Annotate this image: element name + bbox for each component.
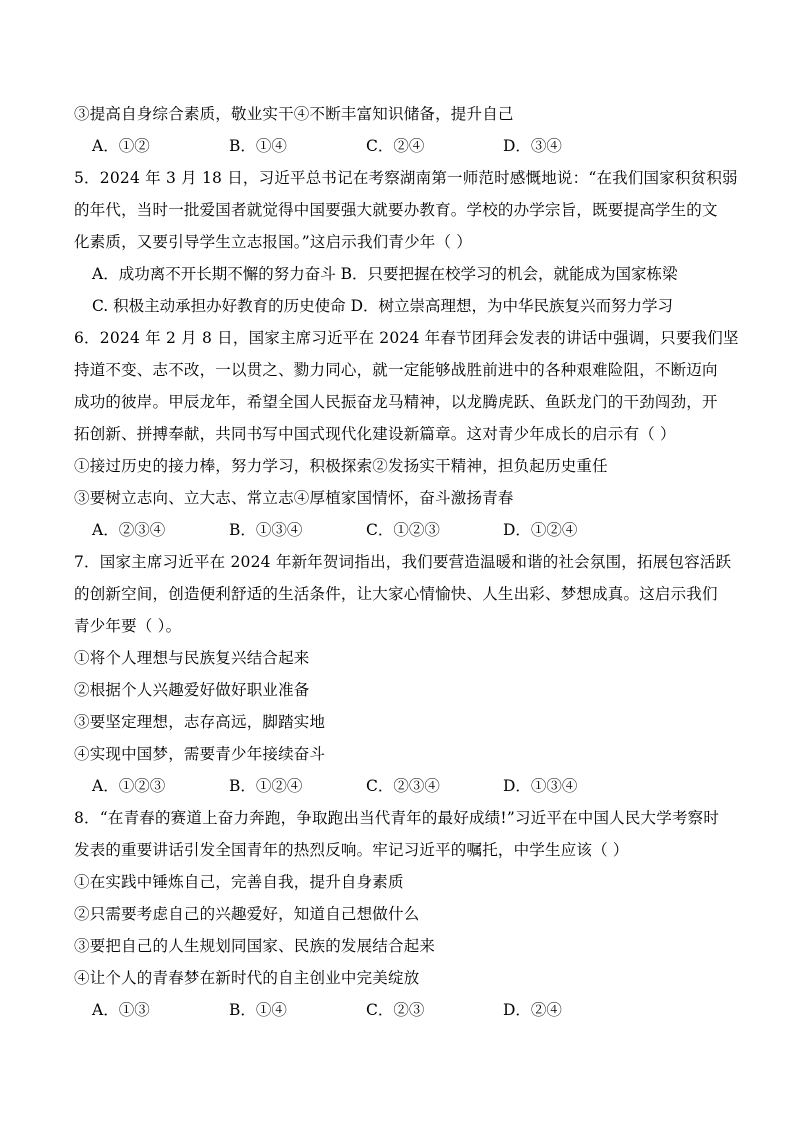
q7-option-b: B．①②④ bbox=[229, 777, 303, 795]
q5-stem-line-1: 5．2024 年 3 月 18 日，习近平总书记在考察湖南第一师范时感慨地说：“在我们国家积贫积弱 bbox=[74, 169, 738, 187]
q5-stem-line-3: 化素质，又要引导学生立志报国。”这启示我们青少年（ ） bbox=[74, 233, 473, 251]
q5-options-cd: C. 积极主动承担办好教育的历史使命 D．树立崇高理想，为中华民族复兴而努力学习 bbox=[92, 297, 674, 315]
q7-option-c: C．②③④ bbox=[366, 777, 440, 795]
q8-options bbox=[92, 998, 640, 1020]
q7-options bbox=[92, 774, 640, 796]
q8-statement-3: ③要把自己的人生规划同国家、民族的发展结合起来 bbox=[74, 937, 436, 955]
q8-statement-4: ④让个人的青春梦在新时代的自主创业中完美绽放 bbox=[74, 969, 420, 987]
q7-statement-2: ②根据个人兴趣爱好做好职业准备 bbox=[74, 681, 310, 699]
q6-stem-line-4: 拓创新、拼搏奉献，共同书写中国式现代化建设新篇章。这对青少年成长的启示有（ ） bbox=[74, 425, 676, 443]
q8-option-b: B．①④ bbox=[229, 1001, 287, 1019]
q6-stem-line-2: 持道不变、志不改，一以贯之、勠力同心，就一定能够战胜前进中的各种艰难险阻，不断迈向 bbox=[74, 361, 718, 379]
q7-statement-4: ④实现中国梦，需要青少年接续奋斗 bbox=[74, 745, 326, 763]
q4-option-b: B．①④ bbox=[229, 137, 287, 155]
q8-stem-line-2: 发表的重要讲话引发全国青年的热烈反响。牢记习近平的嘱托，中学生应该（ ） bbox=[74, 841, 629, 859]
q7-stem-line-3: 青少年要（ ）。 bbox=[74, 617, 182, 635]
q6-options bbox=[92, 518, 640, 540]
q5-stem-line-2: 的年代，当时一批爱国者就觉得中国要强大就要办教育。学校的办学宗旨，既要提高学生的文 bbox=[74, 201, 718, 219]
q7-option-a: A．①②③ bbox=[92, 777, 166, 795]
q6-option-a: A．②③④ bbox=[92, 521, 166, 539]
q8-statement-2: ②只需要考虑自己的兴趣爱好，知道自己想做什么 bbox=[74, 905, 420, 923]
q8-option-a: A．①③ bbox=[92, 1001, 150, 1019]
q6-option-d: D．①②④ bbox=[503, 521, 578, 539]
q6-stem-line-3: 成功的彼岸。甲辰龙年，希望全国人民振奋龙马精神，以龙腾虎跃、鱼跃龙门的干劲闯劲，开 bbox=[74, 393, 718, 411]
q8-stem-line-1: 8．“在青春的赛道上奋力奔跑，争取跑出当代青年的最好成绩!”习近平在中国人民大学考察时 bbox=[74, 809, 720, 827]
q6-stem-line-1: 6．2024 年 2 月 8 日，国家主席习近平在 2024 年春节团拜会发表的讲话中强调，只要我们坚 bbox=[74, 329, 739, 347]
q6-statements-1-2: ①接过历史的接力棒，努力学习，积极探索②发扬实干精神，担负起历史重任 bbox=[74, 457, 608, 475]
q7-stem-line-2: 的创新空间，创造便利舒适的生活条件，让大家心情愉快、人生出彩、梦想成真。这启示我们 bbox=[74, 585, 718, 603]
q6-option-c: C．①②③ bbox=[366, 521, 440, 539]
q4-statement-3: ③提高自身综合素质，敬业实干④不断丰富知识储备，提升自己 bbox=[74, 105, 514, 123]
q7-statement-3: ③要坚定理想，志存高远，脚踏实地 bbox=[74, 713, 326, 731]
q7-statement-1: ①将个人理想与民族复兴结合起来 bbox=[74, 649, 310, 667]
q4-option-a: A．①② bbox=[92, 137, 150, 155]
q6-statements-3-4: ③要树立志向、立大志、常立志④厚植家国情怀，奋斗激扬青春 bbox=[74, 489, 514, 507]
q4-options bbox=[92, 134, 640, 156]
q5-options-ab: A．成功离不开长期不懈的努力奋斗 B．只要把握在校学习的机会，就能成为国家栋梁 bbox=[92, 265, 678, 283]
q4-option-c: C．②④ bbox=[366, 137, 425, 155]
q7-option-d: D．①③④ bbox=[503, 777, 578, 795]
q4-option-d: D．③④ bbox=[503, 137, 562, 155]
q8-option-d: D．②④ bbox=[503, 1001, 562, 1019]
q8-option-c: C．②③ bbox=[366, 1001, 425, 1019]
q8-statement-1: ①在实践中锤炼自己，完善自我，提升自身素质 bbox=[74, 873, 404, 891]
q6-option-b: B．①③④ bbox=[229, 521, 303, 539]
q7-stem-line-1: 7．国家主席习近平在 2024 年新年贺词指出，我们要营造温暖和谐的社会氛围，拓展包容活跃 bbox=[74, 553, 732, 571]
